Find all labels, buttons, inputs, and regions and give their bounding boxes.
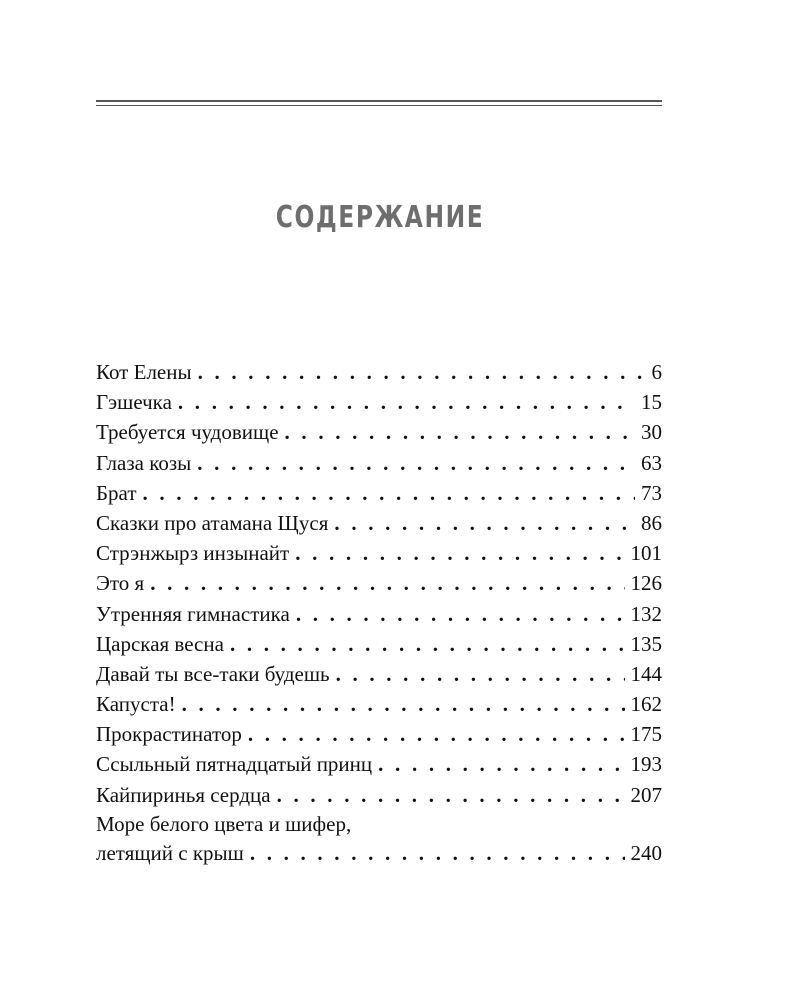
dot-leader <box>248 719 625 749</box>
toc-entry-title: Прокрастинатор <box>96 722 242 747</box>
toc-entry-page: 126 <box>630 571 662 596</box>
toc-entry-page: 240 <box>630 840 662 865</box>
toc-entry-title: Давай ты все-таки будешь <box>96 661 330 686</box>
toc-entry-page: 6 <box>651 360 662 384</box>
dot-leader <box>150 568 624 598</box>
toc-entry[interactable] <box>96 629 662 659</box>
toc-entry[interactable] <box>96 659 662 689</box>
toc-entry-title: Капуста! <box>96 692 176 717</box>
dot-leader <box>198 357 646 387</box>
dot-leader <box>295 538 624 568</box>
dot-leader <box>378 749 624 779</box>
toc-entry-title: Требуется чудовище <box>96 420 279 445</box>
toc-entry-page: 135 <box>630 631 662 656</box>
toc-entry-title: Брат <box>96 480 137 505</box>
toc-entry[interactable] <box>96 538 662 568</box>
dot-leader <box>285 417 635 447</box>
dot-leader <box>296 599 625 629</box>
toc-entry-page: 15 <box>641 390 662 415</box>
toc-entry-title: Кот Елены <box>96 360 192 384</box>
toc-entry-title: Это я <box>96 571 145 596</box>
toc-entry-title: Утренняя гимнастика <box>96 601 290 626</box>
toc-entry-title-line1: Море белого цвета и шифер, <box>96 811 352 836</box>
dot-leader <box>336 659 625 689</box>
toc-entry[interactable] <box>96 568 662 598</box>
dot-leader <box>143 478 635 508</box>
toc-entry-page: 193 <box>630 752 662 777</box>
dot-leader <box>230 629 625 659</box>
toc-entry-page: 73 <box>641 480 662 505</box>
toc-entry-page: 175 <box>630 722 662 747</box>
toc-entry[interactable] <box>96 387 662 417</box>
dot-leader <box>182 689 625 719</box>
toc-entry[interactable] <box>96 780 662 810</box>
dot-leader <box>250 838 625 868</box>
toc-entry-page: 132 <box>630 601 662 626</box>
toc-entry-title: Кайпиринья сердца <box>96 782 271 807</box>
top-double-rule-thin <box>96 105 662 106</box>
table-of-contents <box>96 357 662 868</box>
toc-entry-title: Сказки про атамана Щуся <box>96 510 329 535</box>
toc-entry[interactable] <box>96 478 662 508</box>
toc-entry[interactable] <box>96 719 662 749</box>
toc-entry[interactable] <box>96 448 662 478</box>
toc-entry-page: 162 <box>630 692 662 717</box>
top-double-rule <box>96 100 662 102</box>
toc-entry-page: 144 <box>630 661 662 686</box>
dot-leader <box>178 387 635 417</box>
toc-entry-title: Глаза козы <box>96 450 192 475</box>
toc-entry-page: 207 <box>630 782 662 807</box>
toc-entry-page: 63 <box>641 450 662 475</box>
toc-entry[interactable] <box>96 417 662 447</box>
toc-entry-page: 30 <box>641 420 662 445</box>
toc-entry[interactable] <box>96 508 662 538</box>
dot-leader <box>277 780 625 810</box>
toc-entry-title: Стрэнжырз инзынайт <box>96 541 290 566</box>
toc-entry[interactable] <box>96 749 662 779</box>
toc-entry[interactable] <box>96 599 662 629</box>
toc-entry[interactable] <box>96 357 662 387</box>
toc-entry-title-line2: летящий с крыш <box>96 840 244 865</box>
toc-entry-page: 86 <box>641 510 662 535</box>
page-title: СОДЕРЖАНИЕ <box>275 200 485 235</box>
toc-entry-page: 101 <box>630 541 662 566</box>
toc-entry-multiline[interactable] <box>96 810 662 868</box>
dot-leader <box>197 448 635 478</box>
toc-entry[interactable] <box>96 689 662 719</box>
toc-entry-title: Ссыльный пятнадцатый принц <box>96 752 373 777</box>
toc-entry-title: Царская весна <box>96 631 224 656</box>
toc-entry-title: Гэшечка <box>96 390 172 415</box>
dot-leader <box>334 508 635 538</box>
